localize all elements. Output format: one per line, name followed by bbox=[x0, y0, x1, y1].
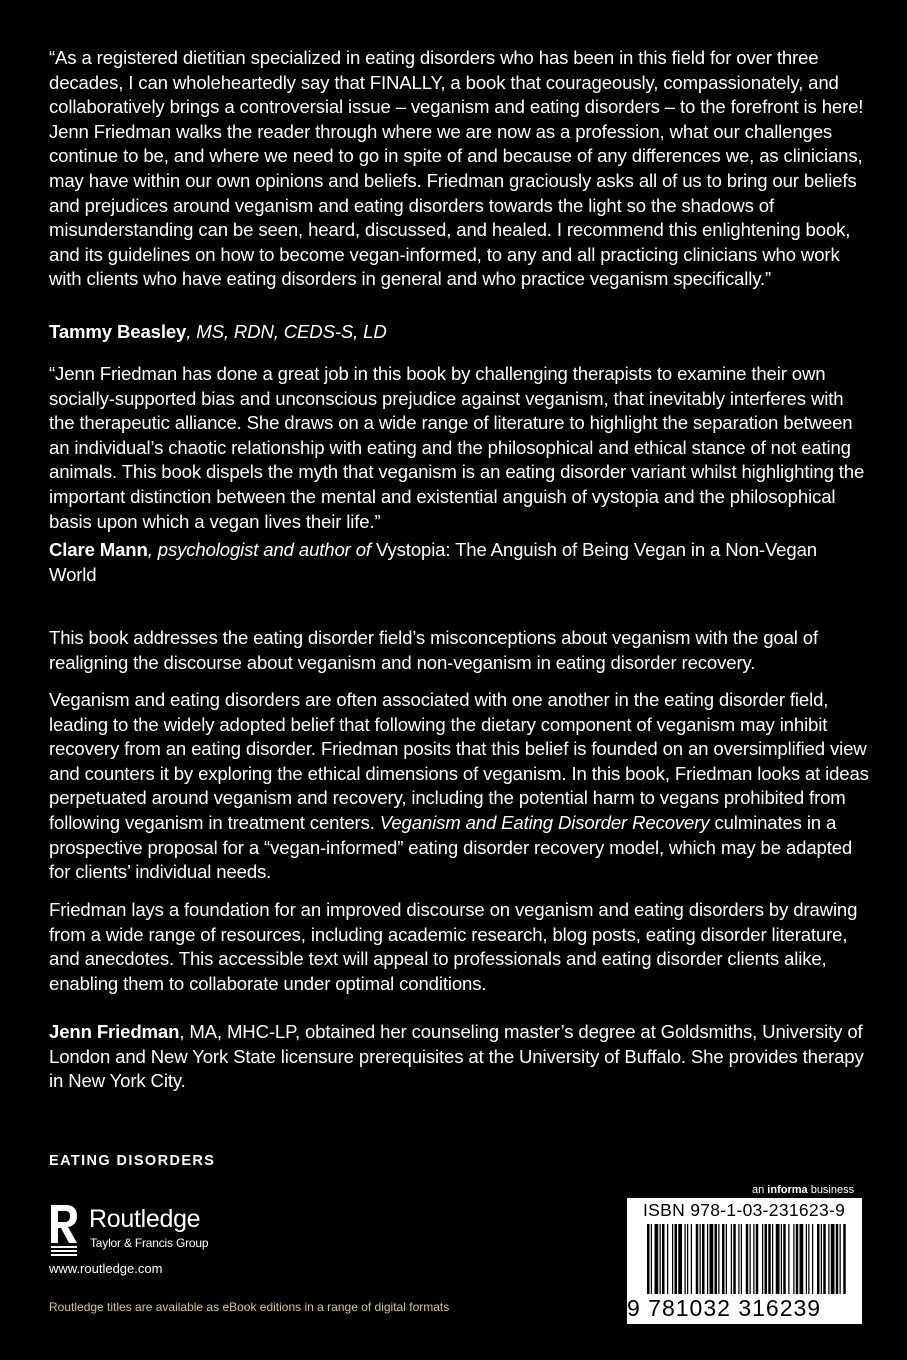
ebook-note: Routledge titles are available as eBook editions in a range of digital formats bbox=[49, 1300, 450, 1314]
endorsement-quote-1: “As a registered dietitian specialized in eating disorders who has been in this field for over three decades, I can wholeheartedly say that FINALLY, a book that courageously, compassionately, and collaboratively brings a controversial issue – veganism and eating disorders – to the forefront is here! Jenn Friedman walks the reader through where we are now as a profession, what our challenges continue to be, and where we need to go in spite of and because of any differences we, as clinicians, may have within our own opinions and beliefs. Friedman graciously asks all of us to bring our beliefs and prejudices around veganism and eating disorders towards the light so the shadows of misunderstanding can be seen, heard, discussed, and healed. I recommend this enlightening book, and its guidelines on how to become vegan-informed, to any and all practicing clinicians who work with clients who have eating disorders in general and who practice veganism specifically.” bbox=[49, 47, 864, 290]
description-paragraph-1: This book addresses the eating disorder field’s misconceptions about veganism with the goal of realigning the discourse about veganism and non-veganism in eating disorder recovery. bbox=[49, 627, 819, 673]
informa-suffix: business bbox=[807, 1184, 855, 1196]
routledge-logo-icon bbox=[49, 1203, 79, 1257]
author-bio bbox=[49, 1020, 869, 1094]
informa-business-label bbox=[752, 1184, 854, 1196]
publisher-website: www.routledge.com bbox=[49, 1261, 163, 1276]
barcode-digits: 9 781032 316239 bbox=[627, 1295, 822, 1321]
description-paragraph-2 bbox=[49, 688, 869, 885]
informa-prefix: an bbox=[752, 1184, 768, 1196]
description-text: Veganism and eating disorders are often associated with one another in the eating disorder field, leading to the widely adopted belief that following the dietary component of veganism may inhibit recovery from an eating disorder. Friedman posits that this belief is founded on an oversimplified view and counters it by exploring the ethical dimensions of veganism. In this book, Friedman looks at ideas perpetuated around veganism and recovery, including the potential harm to vegans prohibited from following veganism in treatment centers. bbox=[49, 689, 869, 833]
publisher-group: Taylor & Francis Group bbox=[90, 1236, 209, 1250]
endorsement-attribution-1 bbox=[49, 320, 869, 345]
endorser-work-2: Vystopia: The Anguish of Being Vegan in a Non-Vegan World bbox=[49, 539, 817, 585]
author-name: Jenn Friedman bbox=[49, 1021, 180, 1042]
book-title: Veganism and Eating Disorder Recovery bbox=[379, 811, 710, 833]
isbn-label: ISBN 978-1-03-231623-9 bbox=[643, 1200, 846, 1220]
publisher-name: Routledge bbox=[89, 1205, 201, 1233]
description-paragraph-3: Friedman lays a foundation for an improved discourse on veganism and eating disorders by drawing from a wide range of resources, including academic research, blog posts, eating disorder literature, and anecdotes. This accessible text will appeal to professionals and eating disorder clients alike, enabling them to collaborate under optimal conditions. bbox=[49, 899, 858, 994]
endorsement-attribution-2 bbox=[49, 538, 869, 587]
endorsement-quote-2: “Jenn Friedman has done a great job in this book by challenging therapists to examine their own socially-supported bias and unconscious prejudice against veganism, that inevitably interferes with the therapeutic alliance. She draws on a wide range of literature to highlight the separation between an individual’s chaotic relationship with eating and the philosophical and ethical stance of not eating animals. This book dispels the myth that veganism is an eating disorder variant whilst highlighting the important distinction between the mental and existential anguish of vystopia and the philosophical basis upon which a vegan lives their life.” bbox=[49, 363, 865, 532]
barcode-icon bbox=[647, 1224, 847, 1294]
endorser-credentials-1: , MS, RDN, CEDS-S, LD bbox=[186, 321, 387, 342]
endorser-role-2: , psychologist and author of bbox=[147, 539, 376, 560]
endorser-name-1: Tammy Beasley bbox=[49, 321, 187, 342]
category-label: EATING DISORDERS bbox=[49, 1153, 216, 1169]
author-bio-text: , MA, MHC-LP, obtained her counseling master’s degree at Goldsmiths, University of London and New York State licensure prerequisites at the University of Buffalo. She provides therapy in New York City. bbox=[49, 1021, 864, 1092]
endorser-name-2: Clare Mann bbox=[49, 539, 148, 560]
informa-brand: informa bbox=[767, 1184, 808, 1196]
description-text: culminates in a prospective proposal for a “vegan-informed” eating disorder recovery model, which may be adapted for clients’ individual needs. bbox=[49, 811, 853, 883]
isbn-barcode-box bbox=[627, 1198, 862, 1324]
